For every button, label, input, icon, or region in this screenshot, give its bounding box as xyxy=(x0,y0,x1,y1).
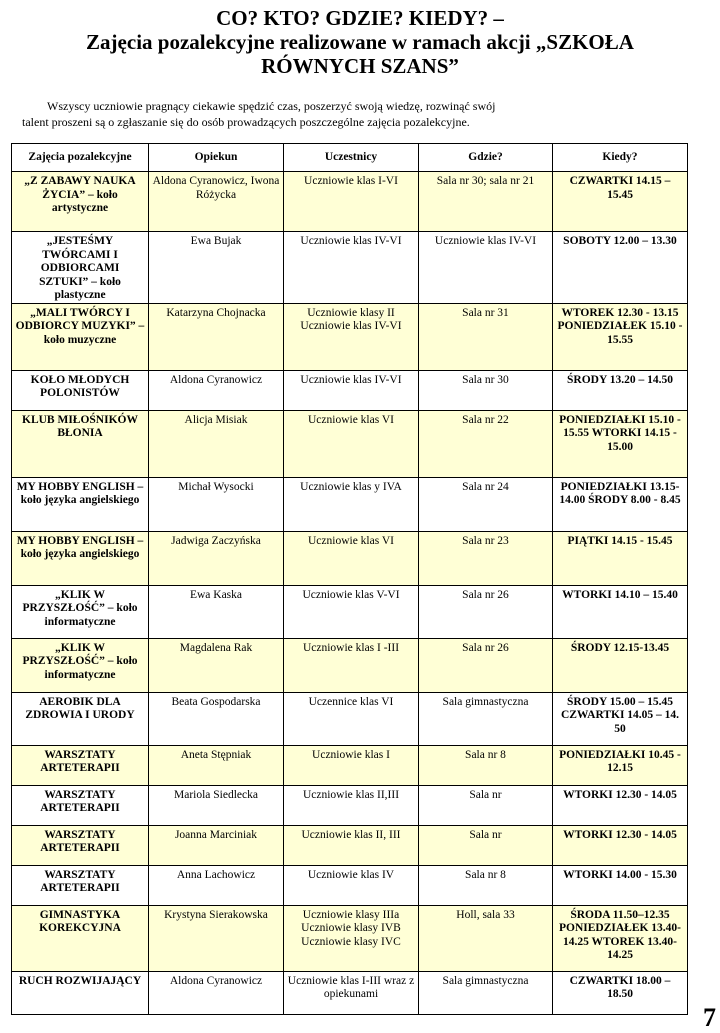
table-header-row xyxy=(12,144,688,172)
activity-name: „KLIK W PRZYSZŁOŚĆ” – koło informatyczne xyxy=(12,585,149,638)
participants: Uczniowie klas I xyxy=(284,745,419,785)
schedule-time: WTORKI 14.10 – 15.40 xyxy=(553,585,688,638)
activity-name: MY HOBBY ENGLISH – koło języka angielskiego xyxy=(12,531,149,585)
teacher: Mariola Siedlecka xyxy=(149,785,284,825)
location: Sala nr 30; sala nr 21 xyxy=(419,172,553,232)
table-row xyxy=(12,905,688,971)
participants: Uczniowie klas IV-VI xyxy=(284,232,419,304)
schedule-time: ŚRODY 13.20 – 14.50 xyxy=(553,370,688,410)
intro-line-2: talent proszeni są o zgłaszanie się do osób prowadzących poszczególne zajęcia pozalekcyjne. xyxy=(22,115,470,129)
teacher: Ewa Kaska xyxy=(149,585,284,638)
participants: Uczniowie klas IV-VI xyxy=(284,370,419,410)
schedule-time: CZWARTKI 18.00 – 18.50 xyxy=(553,971,688,1014)
table-row xyxy=(12,410,688,477)
location: Sala nr 26 xyxy=(419,638,553,692)
participants: Uczennice klas VI xyxy=(284,692,419,745)
schedule-time: PONIEDZIAŁKI 13.15-14.00 ŚRODY 8.00 - 8.45 xyxy=(553,477,688,531)
location: Sala nr 22 xyxy=(419,410,553,477)
participants: Uczniowie klas II, III xyxy=(284,825,419,865)
header-activity: Zajęcia pozalekcyjne xyxy=(12,144,149,172)
schedule-time: ŚRODA 11.50–12.35 PONIEDZIAŁEK 13.40-14.25 WTOREK 13.40-14.25 xyxy=(553,905,688,971)
schedule-table xyxy=(11,143,688,1015)
table-row xyxy=(12,692,688,745)
teacher: Aldona Cyranowicz, Iwona Różycka xyxy=(149,172,284,232)
teacher: Joanna Marciniak xyxy=(149,825,284,865)
activity-name: „JESTEŚMY TWÓRCAMI I ODBIORCAMI SZTUKI” – koło plastyczne xyxy=(12,232,149,304)
teacher: Magdalena Rak xyxy=(149,638,284,692)
teacher: Jadwiga Zaczyńska xyxy=(149,531,284,585)
title-line-3: RÓWNYCH SZANS” xyxy=(261,54,459,78)
participants: Uczniowie klas II,III xyxy=(284,785,419,825)
schedule-time: WTORKI 12.30 - 14.05 xyxy=(553,785,688,825)
table-row xyxy=(12,745,688,785)
table-row xyxy=(12,638,688,692)
title-line-1: CO? KTO? GDZIE? KIEDY? – xyxy=(216,6,504,30)
intro-paragraph xyxy=(22,98,562,130)
teacher: Ewa Bujak xyxy=(149,232,284,304)
location: Sala nr 23 xyxy=(419,531,553,585)
activity-name: „Z ZABAWY NAUKA ŻYCIA” – koło artystyczne xyxy=(12,172,149,232)
schedule-time: PIĄTKI 14.15 - 15.45 xyxy=(553,531,688,585)
activity-name: RUCH ROZWIJAJĄCY xyxy=(12,971,149,1014)
participants: Uczniowie klasy II Uczniowie klas IV-VI xyxy=(284,303,419,370)
location: Sala gimnastyczna xyxy=(419,971,553,1014)
participants: Uczniowie klas V-VI xyxy=(284,585,419,638)
table-row xyxy=(12,825,688,865)
location: Sala gimnastyczna xyxy=(419,692,553,745)
schedule-time: SOBOTY 12.00 – 13.30 xyxy=(553,232,688,304)
location: Sala nr 31 xyxy=(419,303,553,370)
schedule-time: WTORKI 14.00 - 15.30 xyxy=(553,865,688,905)
activity-name: KOŁO MŁODYCH POLONISTÓW xyxy=(12,370,149,410)
participants: Uczniowie klas I-III wraz z opiekunami xyxy=(284,971,419,1014)
table-row xyxy=(12,865,688,905)
teacher: Aneta Stępniak xyxy=(149,745,284,785)
schedule-time: ŚRODY 15.00 – 15.45 CZWARTKI 14.05 – 14. 50 xyxy=(553,692,688,745)
activity-name: WARSZTATY ARTETERAPII xyxy=(12,865,149,905)
table-row xyxy=(12,531,688,585)
title-line-2: Zajęcia pozalekcyjne realizowane w ramach akcji „SZKOŁA xyxy=(86,30,634,54)
schedule-time: PONIEDZIAŁKI 10.45 - 12.15 xyxy=(553,745,688,785)
teacher: Alicja Misiak xyxy=(149,410,284,477)
intro-line-1: Wszyscy uczniowie pragnący ciekawie spędzić czas, poszerzyć swoją wiedzę, rozwinąć swój xyxy=(47,99,496,113)
participants: Uczniowie klas VI xyxy=(284,531,419,585)
location: Sala nr 26 xyxy=(419,585,553,638)
participants: Uczniowie klas I -III xyxy=(284,638,419,692)
location: Sala nr 24 xyxy=(419,477,553,531)
activity-name: MY HOBBY ENGLISH – koło języka angielskiego xyxy=(12,477,149,531)
activity-name: WARSZTATY ARTETERAPII xyxy=(12,785,149,825)
participants: Uczniowie klasy IIIa Uczniowie klasy IVB Uczniowie klasy IVC xyxy=(284,905,419,971)
table-row xyxy=(12,303,688,370)
header-when: Kiedy? xyxy=(553,144,688,172)
schedule-time: ŚRODY 12.15-13.45 xyxy=(553,638,688,692)
teacher: Aldona Cyranowicz xyxy=(149,370,284,410)
teacher: Anna Lachowicz xyxy=(149,865,284,905)
teacher: Michał Wysocki xyxy=(149,477,284,531)
table-row xyxy=(12,477,688,531)
header-where: Gdzie? xyxy=(419,144,553,172)
schedule-time: WTORKI 12.30 - 14.05 xyxy=(553,825,688,865)
teacher: Katarzyna Chojnacka xyxy=(149,303,284,370)
teacher: Aldona Cyranowicz xyxy=(149,971,284,1014)
location: Uczniowie klas IV-VI xyxy=(419,232,553,304)
activity-name: „MALI TWÓRCY I ODBIORCY MUZYKI” – koło muzyczne xyxy=(12,303,149,370)
location: Sala nr 8 xyxy=(419,745,553,785)
location: Holl, sala 33 xyxy=(419,905,553,971)
table-row xyxy=(12,971,688,1014)
teacher: Beata Gospodarska xyxy=(149,692,284,745)
table-row xyxy=(12,785,688,825)
activity-name: „KLIK W PRZYSZŁOŚĆ” – koło informatyczne xyxy=(12,638,149,692)
teacher: Krystyna Sierakowska xyxy=(149,905,284,971)
schedule-time: WTOREK 12.30 - 13.15 PONIEDZIAŁEK 15.10 - 15.55 xyxy=(553,303,688,370)
location: Sala nr 8 xyxy=(419,865,553,905)
table-row xyxy=(12,370,688,410)
activity-name: KLUB MIŁOŚNIKÓW BŁONIA xyxy=(12,410,149,477)
page-title xyxy=(0,6,720,78)
activity-name: WARSZTATY ARTETERAPII xyxy=(12,745,149,785)
participants: Uczniowie klas y IVA xyxy=(284,477,419,531)
schedule-time: CZWARTKI 14.15 – 15.45 xyxy=(553,172,688,232)
header-teacher: Opiekun xyxy=(149,144,284,172)
activity-name: GIMNASTYKA KOREKCYJNA xyxy=(12,905,149,971)
table-row xyxy=(12,585,688,638)
location: Sala nr xyxy=(419,785,553,825)
location: Sala nr xyxy=(419,825,553,865)
activity-name: WARSZTATY ARTETERAPII xyxy=(12,825,149,865)
table-row xyxy=(12,232,688,304)
location: Sala nr 30 xyxy=(419,370,553,410)
table-row xyxy=(12,172,688,232)
activity-name: AEROBIK DLA ZDROWIA I URODY xyxy=(12,692,149,745)
schedule-time: PONIEDZIAŁKI 15.10 - 15.55 WTORKI 14.15 - 15.00 xyxy=(553,410,688,477)
page-number: 7 xyxy=(703,1003,716,1032)
participants: Uczniowie klas VI xyxy=(284,410,419,477)
header-participants: Uczestnicy xyxy=(284,144,419,172)
participants: Uczniowie klas I-VI xyxy=(284,172,419,232)
participants: Uczniowie klas IV xyxy=(284,865,419,905)
